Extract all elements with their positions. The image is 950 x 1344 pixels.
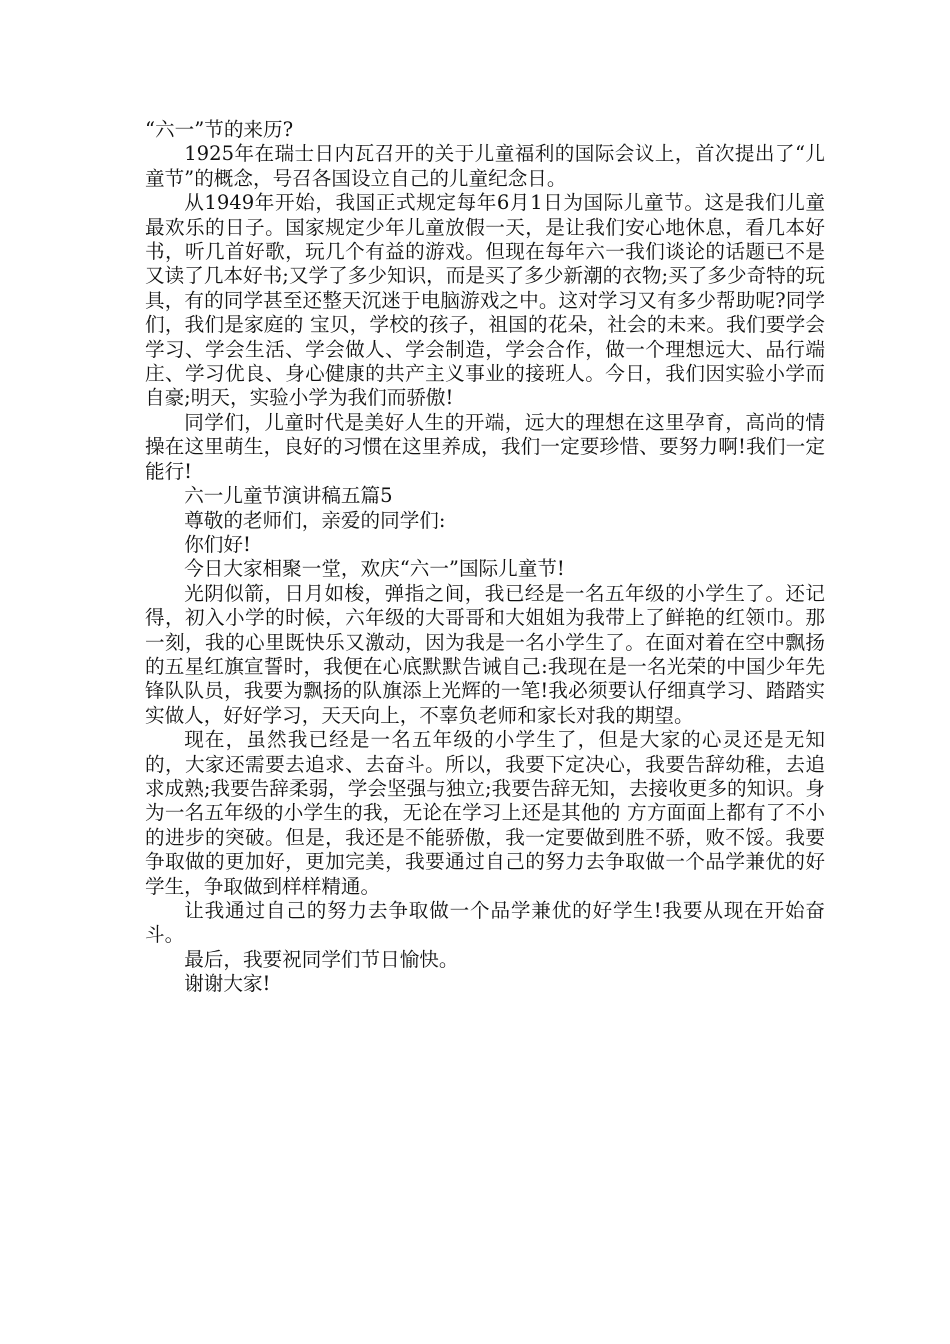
closing-line: 最后，我要祝同学们节日愉快。 [184, 947, 459, 971]
greeting: 你们好! [184, 532, 251, 556]
document-body [145, 118, 825, 997]
paragraph: 1925年在瑞士日内瓦召开的关于儿童福利的国际会议上，首次提出了“儿童节”的概念，号召各国设立自己的儿童纪念日。 [145, 142, 825, 190]
paragraph: 让我通过自己的努力去争取做一个品学兼优的好学生!我要从现在开始奋斗。 [145, 899, 825, 947]
paragraph: 现在，虽然我已经是一名五年级的小学生了，但是大家的心灵还是无知的，大家还需要去追求、去奋斗。所以，我要下定决心，我要告辞幼稚，去追求成熟;我要告辞柔弱，学会坚强与独立;我要告辞无知，去接收更多的知识。身为一名五年级的小学生的我，无论在学习上还是其他的 方方面面上都有了不小的进步的突破。但是，我还是不能骄傲，我一定要做到胜不骄，败不馁。我要争取做的更加好，更加完美，我要通过自己的努力去争取做一个品学兼优的好学生，争取做到样样精通。 [145, 728, 825, 898]
speech-title: 六一儿童节演讲稿五篇5 [184, 484, 393, 508]
paragraph: 今日大家相聚一堂，欢庆“六一”国际儿童节! [184, 557, 565, 581]
paragraph: 光阴似箭，日月如梭，弹指之间，我已经是一名五年级的小学生了。还记得，初入小学的时候，六年级的大哥哥和大姐姐为我带上了鲜艳的红领巾。那一刻，我的心里既快乐又激动，因为我是一名小学生了。在面对着在空中飘扬的五星红旗宣誓时，我便在心底默默告诫自己:我现在是一名光荣的中国少年先锋队队员，我要为飘扬的队旗添上光辉的一笔!我必须要认仔细真学习、踏踏实实做人，好好学习，天天向上，不辜负老师和家长对我的期望。 [145, 581, 825, 727]
section-heading: “六一”节的来历? [145, 118, 294, 141]
salutation: 尊敬的老师们，亲爱的同学们: [184, 508, 446, 532]
paragraph: 同学们，儿童时代是美好人生的开端，远大的理想在这里孕育，高尚的情操在这里萌生，良好的习惯在这里养成，我们一定要珍惜、要努力啊!我们一定能行! [145, 410, 825, 483]
paragraph: 从1949年开始，我国正式规定每年6月1日为国际儿童节。这是我们儿童最欢乐的日子。国家规定少年儿童放假一天，是让我们安心地休息，看几本好书，听几首好歌，玩几个有益的游戏。但现在每年六一我们谈论的话题已不是又读了几本好书;又学了多少知识，而是买了多少新潮的衣物;买了多少奇特的玩具，有的同学甚至还整天沉迷于电脑游戏之中。这对学习又有多少帮助呢?同学们，我们是家庭的 宝贝，学校的孩子，祖国的花朵，社会的未来。我们要学会学习、学会生活、学会做人、学会制造，学会合作，做一个理想远大、品行端庄、学习优良、身心健康的共产主义事业的接班人。今日，我们因实验小学而自豪;明天，实验小学为我们而骄傲! [145, 191, 825, 410]
closing-thanks: 谢谢大家! [184, 972, 271, 996]
